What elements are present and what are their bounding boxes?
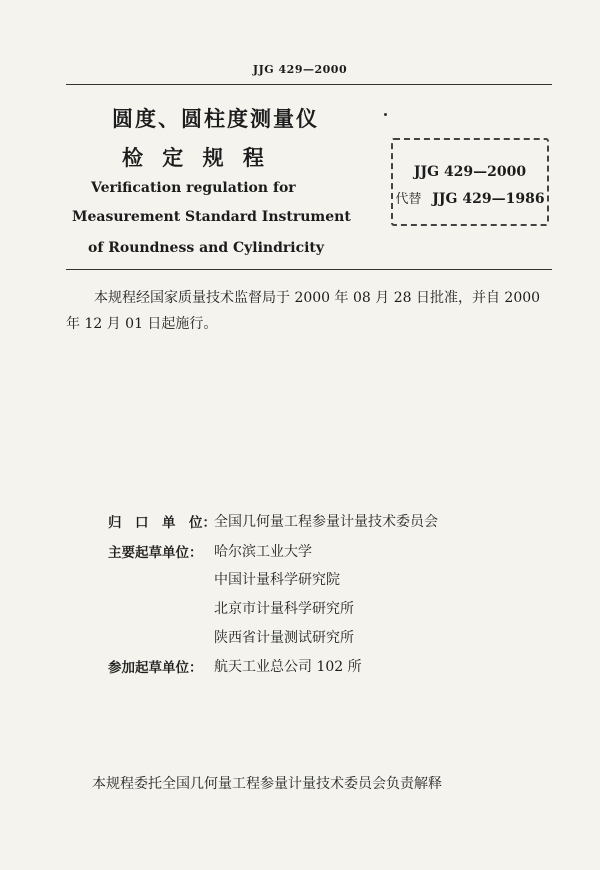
main-drafter-item: 陕西省计量测试研究所 [214, 630, 354, 646]
footer-note: 本规程委托全国几何量工程参量计量技术委员会负责解释 [92, 776, 442, 792]
responsible-value: 全国几何量工程参量计量技术委员会 [214, 514, 438, 530]
title-rule [66, 269, 552, 270]
stamp-code: JJG 429—2000 [413, 164, 527, 180]
main-drafter-item: 北京市计量科学研究所 [214, 601, 354, 617]
dot-mark [384, 113, 387, 116]
title-zh-line1: 圆度、圆柱度测量仪 [112, 107, 319, 131]
main-drafter-item: 哈尔滨工业大学 [214, 544, 312, 560]
approval-text: 本规程经国家质量技术监督局于 2000 年 08 月 28 日批准，并自 2000 年 12 月 01 日起施行。 [66, 290, 541, 332]
stamp-replace [393, 188, 547, 207]
title-en-line3: of Roundness and Cylindricity [88, 240, 325, 256]
header-code: JJG 429—2000 [252, 63, 348, 76]
title-en-line1: Verification regulation for [91, 180, 296, 196]
standard-code-stamp [391, 138, 549, 226]
title-zh-line2: 检 定 规 程 [122, 146, 270, 170]
header-rule [66, 84, 552, 85]
main-drafters-label: 主要起草单位： [108, 545, 203, 561]
main-drafter-item: 中国计量科学研究院 [214, 572, 340, 588]
responsible-label: 归 口 单 位： [108, 515, 216, 531]
title-en-line2: Measurement Standard Instrument [72, 209, 351, 225]
participants-label: 参加起草单位： [108, 660, 203, 676]
participants-value: 航天工业总公司 102 所 [214, 659, 362, 675]
stamp-replace-label: 代替 [395, 192, 422, 207]
stamp-replace-code: JJG 429—1986 [432, 191, 545, 207]
